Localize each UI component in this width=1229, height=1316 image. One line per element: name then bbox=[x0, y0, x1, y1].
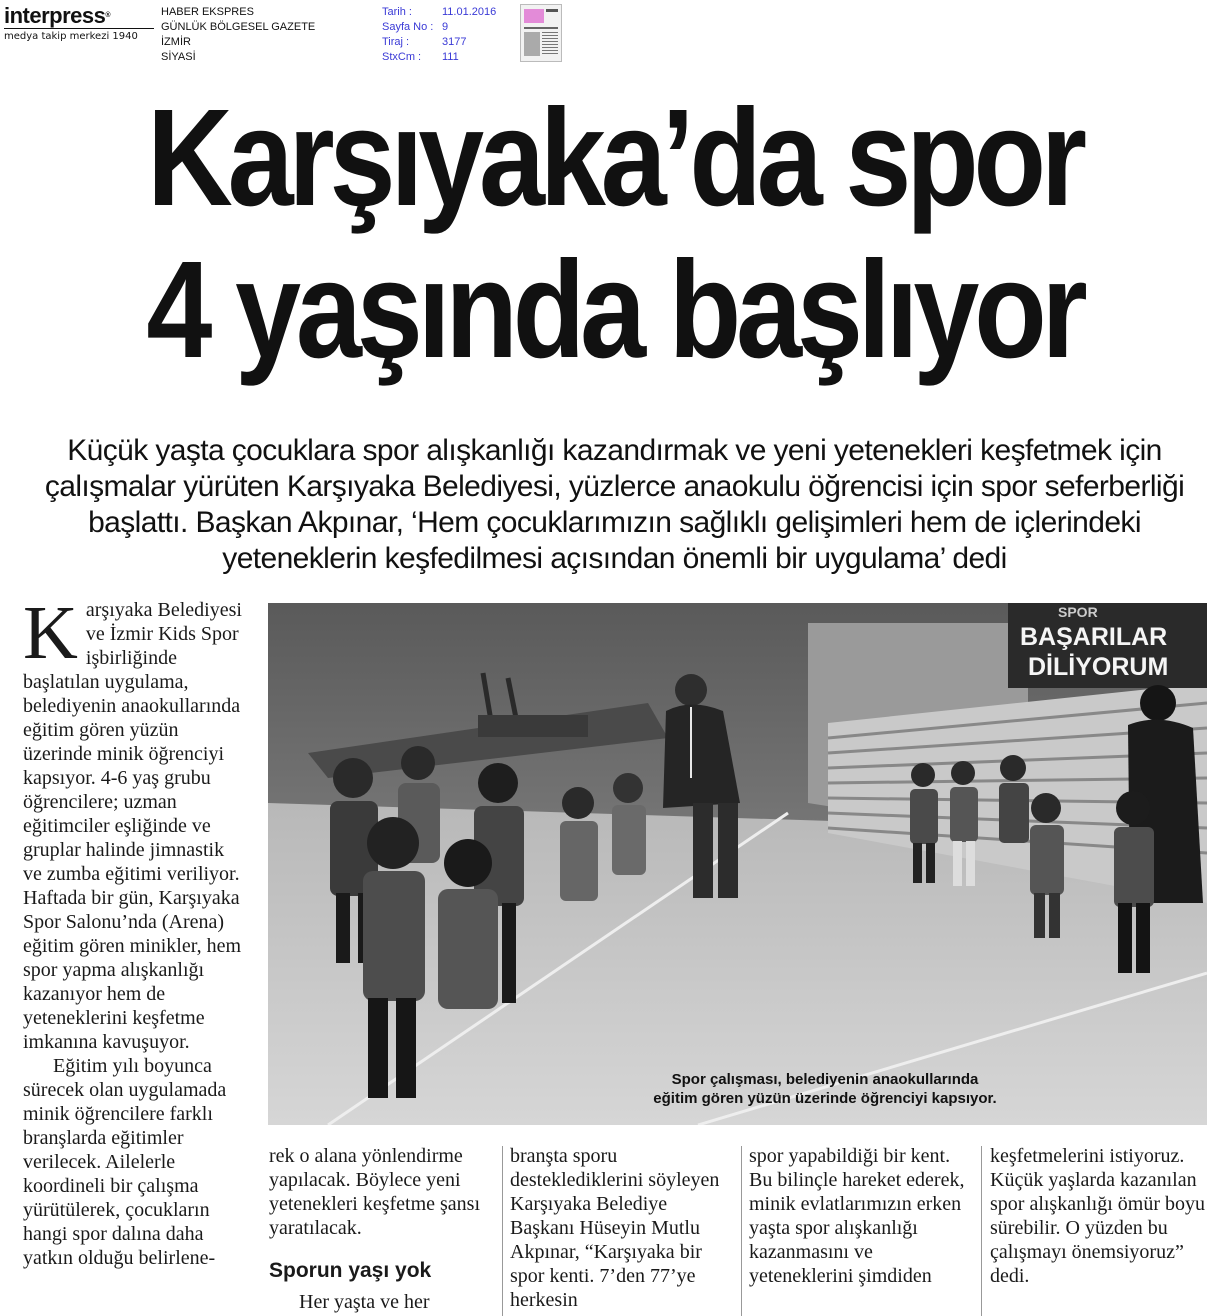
paragraph: branşta sporu desteklediklerini söyleyen Karşıyaka Belediye Başkanı Hüseyin Mutlu Akpınar, “Karşıyaka bir spor kenti. 7’den 77’ye herkesin bbox=[510, 1145, 720, 1311]
publication-name: HABER EKSPRES bbox=[161, 6, 254, 18]
article-photo bbox=[268, 603, 1207, 1125]
article-lead: Küçük yaşta çocuklara spor alışkanlığı kazandırmak ve yeni yetenekleri keşfetmek için çalışmalar yürüten Karşıyaka Belediyesi, yüzlerce anaokulu öğrencisi için spor seferberliği başlattı. Başkan Akpınar, ‘Hem çocuklarımızın sağlıklı gelişimleri hem de içlerindeki yeteneklerin keşfedilmesi açısından önemli bir uygulama’ dedi bbox=[44, 434, 1185, 575]
paragraph bbox=[23, 591, 245, 1054]
meta-value: 111 bbox=[442, 51, 459, 63]
publication-category: SİYASİ bbox=[161, 51, 196, 63]
paragraph: rek o alana yönlendirme yapılacak. Böylece yeni yetenekleri keşfetme şansı yaratılacak. bbox=[269, 1145, 481, 1239]
photo-caption bbox=[600, 1070, 1050, 1108]
paragraph-text: arşıyaka Belediyesi ve İzmir Kids Spor işbirliğinde başlatılan uygulama, belediyenin anaokullarında eğitim gören yüzün üzerinde minik öğrenciyi kapsıyor. 4-6 yaş grubu öğrencilere; uzman eğitimciler eşliğinde ve gruplar halinde jimnastik ve zumba eğitimi veriliyor. Haftada bir gün, Karşıyaka Spor Salonu’nda (Arena) eğitim gören minikler, hem spor yapma alışkanlığı kazanıyor hem de yeteneklerini keşfetme imkanına kavuşuyor. bbox=[23, 599, 242, 1053]
logo-wordmark: interpress bbox=[4, 3, 106, 28]
photo-illustration bbox=[268, 603, 1207, 1125]
publication-city: İZMİR bbox=[161, 36, 191, 48]
logo-tagline: medya takip merkezi 1940 bbox=[4, 28, 154, 43]
publication-info bbox=[161, 5, 315, 65]
clipping-meta bbox=[382, 5, 496, 65]
drop-cap: K bbox=[23, 591, 78, 675]
article-headline bbox=[86, 82, 1143, 386]
meta-row-circulation bbox=[382, 35, 496, 50]
article-column-4 bbox=[749, 1144, 969, 1288]
column-rule bbox=[981, 1146, 982, 1316]
page-thumbnail[interactable] bbox=[520, 4, 562, 62]
meta-row-date bbox=[382, 5, 496, 20]
banner-line-1: BAŞARILAR bbox=[1020, 623, 1168, 651]
meta-row-stxcm bbox=[382, 50, 496, 65]
meta-value: 11.01.2016 bbox=[442, 6, 497, 18]
publication-type: GÜNLÜK BÖLGESEL GAZETE bbox=[161, 21, 316, 33]
meta-row-page bbox=[382, 20, 496, 35]
interpress-logo bbox=[4, 4, 154, 43]
caption-line-2: eğitim gören yüzün üzerinde öğrenciyi kapsıyor. bbox=[653, 1090, 997, 1107]
meta-label: Tiraj : bbox=[382, 36, 410, 48]
paragraph: spor yapabildiği bir kent. Bu bilinçle hareket ederek, minik evlatlarımızın erken yaşta spor alışkanlığı kazanmasını ve yeteneklerini şimdiden bbox=[749, 1145, 965, 1287]
meta-label: Tarih : bbox=[382, 6, 412, 18]
paragraph: Her yaşta ve her bbox=[299, 1291, 430, 1313]
headline-line-2: 4 yaşında başlıyor bbox=[146, 233, 1083, 387]
column-rule bbox=[502, 1146, 503, 1316]
meta-label: Sayfa No : bbox=[382, 21, 434, 33]
article-subheading: Sporun yaşı yok bbox=[269, 1259, 432, 1282]
caption-line-1: Spor çalışması, belediyenin anaokullarında bbox=[671, 1071, 979, 1088]
article-column-5 bbox=[990, 1144, 1210, 1288]
meta-value: 9 bbox=[442, 21, 449, 33]
paragraph: Eğitim yılı boyunca sürecek olan uygulamada minik öğrencilere farklı branşlarda eğitimler verilecek. Ailelerle koordineli bir çalışma yürütülerek, çocukların hangi spor dalına daha yatkın olduğu belirlene- bbox=[23, 1055, 227, 1269]
meta-value: 3177 bbox=[442, 36, 467, 48]
column-rule bbox=[741, 1146, 742, 1316]
article-column-2 bbox=[269, 1144, 494, 1314]
article-column-1 bbox=[23, 591, 245, 1270]
banner-line-2: DİLİYORUM bbox=[1028, 653, 1169, 681]
meta-label: StxCm : bbox=[382, 51, 422, 63]
headline-line-1: Karşıyaka’da spor bbox=[147, 81, 1082, 235]
article-column-3 bbox=[510, 1144, 730, 1312]
paragraph: keşfetmelerini istiyoruz. Küçük yaşlarda kazanılan spor alışkanlığı ömür boyu sürebilir. O yüzden bu çalışmayı önemsiyoruz” dedi. bbox=[990, 1145, 1205, 1287]
banner-top-text: SPOR bbox=[1058, 604, 1098, 620]
logo-registered-mark: ® bbox=[105, 12, 111, 19]
